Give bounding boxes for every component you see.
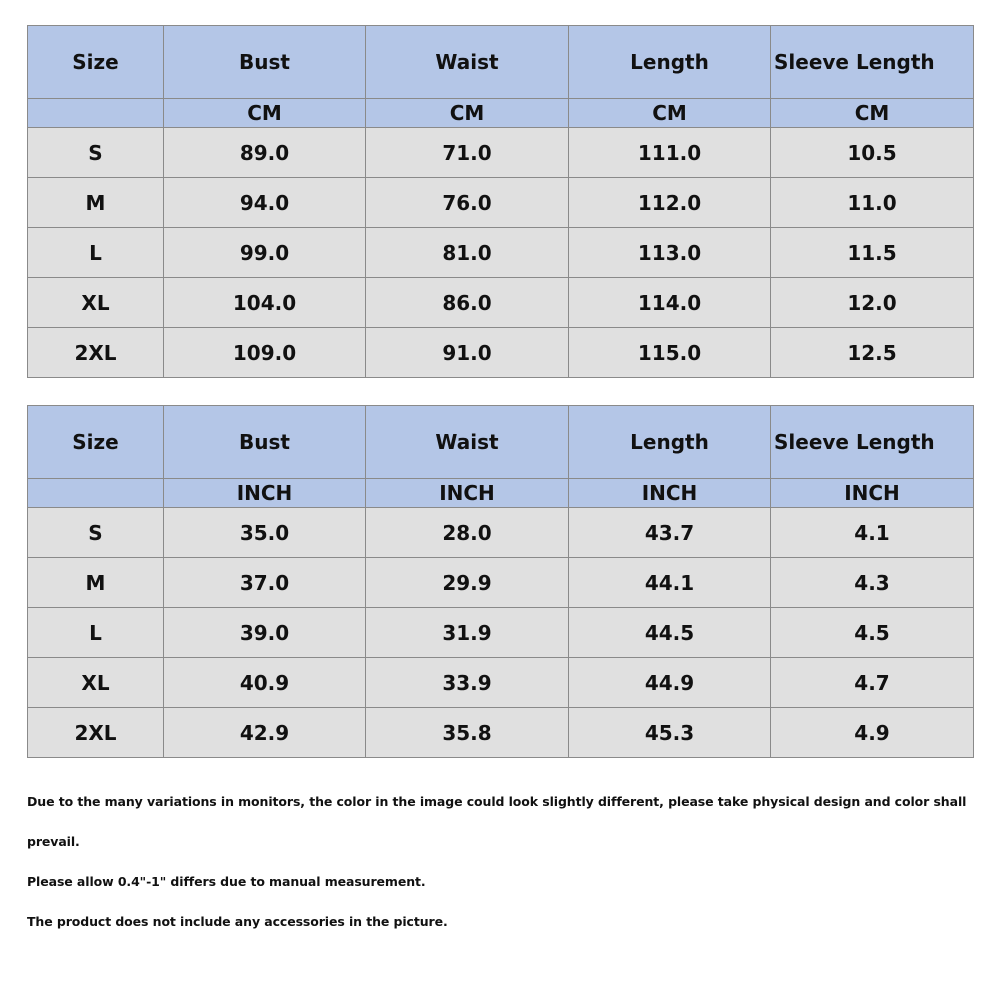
bust-cell: 37.0	[164, 558, 366, 608]
bust-cell: 109.0	[164, 328, 366, 378]
unit-cell	[28, 479, 164, 508]
table-row	[28, 708, 974, 758]
unit-cell	[28, 99, 164, 128]
unit-row	[28, 479, 974, 508]
sleeve-length-cell: 12.5	[771, 328, 974, 378]
bust-cell: 42.9	[164, 708, 366, 758]
length-cell: 44.9	[569, 658, 771, 708]
length-cell: 112.0	[569, 178, 771, 228]
waist-cell: 29.9	[366, 558, 569, 608]
size-cell: M	[28, 558, 164, 608]
waist-cell: 76.0	[366, 178, 569, 228]
waist-cell: 71.0	[366, 128, 569, 178]
sleeve-length-cell: 10.5	[771, 128, 974, 178]
size-cell: XL	[28, 278, 164, 328]
length-cell: 111.0	[569, 128, 771, 178]
bust-cell: 35.0	[164, 508, 366, 558]
length-cell: 44.1	[569, 558, 771, 608]
waist-cell: 31.9	[366, 608, 569, 658]
waist-cell: 81.0	[366, 228, 569, 278]
table-row	[28, 228, 974, 278]
size-chart-cm-table	[27, 25, 974, 378]
unit-cell: CM	[366, 99, 569, 128]
header-row	[28, 26, 974, 99]
size-cell: S	[28, 508, 164, 558]
sleeve-length-cell: 4.7	[771, 658, 974, 708]
table-row	[28, 608, 974, 658]
bust-cell: 94.0	[164, 178, 366, 228]
monitor-color-note: Due to the many variations in monitors, the color in the image could look slightly different, please take physical design and color shall	[27, 794, 967, 809]
bust-cell: 39.0	[164, 608, 366, 658]
waist-header: Waist	[366, 26, 569, 99]
waist-cell: 91.0	[366, 328, 569, 378]
sleeve-length-cell: 4.5	[771, 608, 974, 658]
size-cell: S	[28, 128, 164, 178]
unit-cell: INCH	[569, 479, 771, 508]
size-chart-inch-table	[27, 405, 974, 758]
bust-header: Bust	[164, 406, 366, 479]
table-row	[28, 558, 974, 608]
waist-header: Waist	[366, 406, 569, 479]
length-cell: 113.0	[569, 228, 771, 278]
unit-cell: CM	[164, 99, 366, 128]
waist-cell: 35.8	[366, 708, 569, 758]
sleeve-length-cell: 11.5	[771, 228, 974, 278]
unit-row	[28, 99, 974, 128]
sleeve-length-cell: 11.0	[771, 178, 974, 228]
monitor-color-note-continued: prevail.	[27, 834, 80, 849]
size-cell: XL	[28, 658, 164, 708]
length-cell: 44.5	[569, 608, 771, 658]
measurement-tolerance-note: Please allow 0.4"-1" differs due to manual measurement.	[27, 874, 426, 889]
bust-header: Bust	[164, 26, 366, 99]
table-row	[28, 658, 974, 708]
table-row	[28, 278, 974, 328]
bust-cell: 89.0	[164, 128, 366, 178]
length-cell: 43.7	[569, 508, 771, 558]
bust-cell: 40.9	[164, 658, 366, 708]
size-header: Size	[28, 406, 164, 479]
waist-cell: 33.9	[366, 658, 569, 708]
length-cell: 114.0	[569, 278, 771, 328]
size-cell: 2XL	[28, 708, 164, 758]
disclaimer-notes	[27, 782, 997, 942]
table-row	[28, 328, 974, 378]
unit-cell: INCH	[366, 479, 569, 508]
unit-cell: CM	[771, 99, 974, 128]
bust-cell: 104.0	[164, 278, 366, 328]
size-cell: L	[28, 228, 164, 278]
length-cell: 115.0	[569, 328, 771, 378]
length-header: Length	[569, 26, 771, 99]
unit-cell: INCH	[771, 479, 974, 508]
bust-cell: 99.0	[164, 228, 366, 278]
sleeve-length-header: Sleeve Length	[771, 26, 974, 99]
sleeve-length-cell: 12.0	[771, 278, 974, 328]
size-cell: 2XL	[28, 328, 164, 378]
sleeve-length-cell: 4.9	[771, 708, 974, 758]
sleeve-length-cell: 4.1	[771, 508, 974, 558]
unit-cell: CM	[569, 99, 771, 128]
length-header: Length	[569, 406, 771, 479]
unit-cell: INCH	[164, 479, 366, 508]
accessories-note: The product does not include any accessories in the picture.	[27, 914, 448, 929]
length-cell: 45.3	[569, 708, 771, 758]
size-cell: M	[28, 178, 164, 228]
table-row	[28, 508, 974, 558]
sleeve-length-cell: 4.3	[771, 558, 974, 608]
sleeve-length-header: Sleeve Length	[771, 406, 974, 479]
header-row	[28, 406, 974, 479]
waist-cell: 86.0	[366, 278, 569, 328]
table-row	[28, 128, 974, 178]
table-row	[28, 178, 974, 228]
size-cell: L	[28, 608, 164, 658]
size-header: Size	[28, 26, 164, 99]
waist-cell: 28.0	[366, 508, 569, 558]
